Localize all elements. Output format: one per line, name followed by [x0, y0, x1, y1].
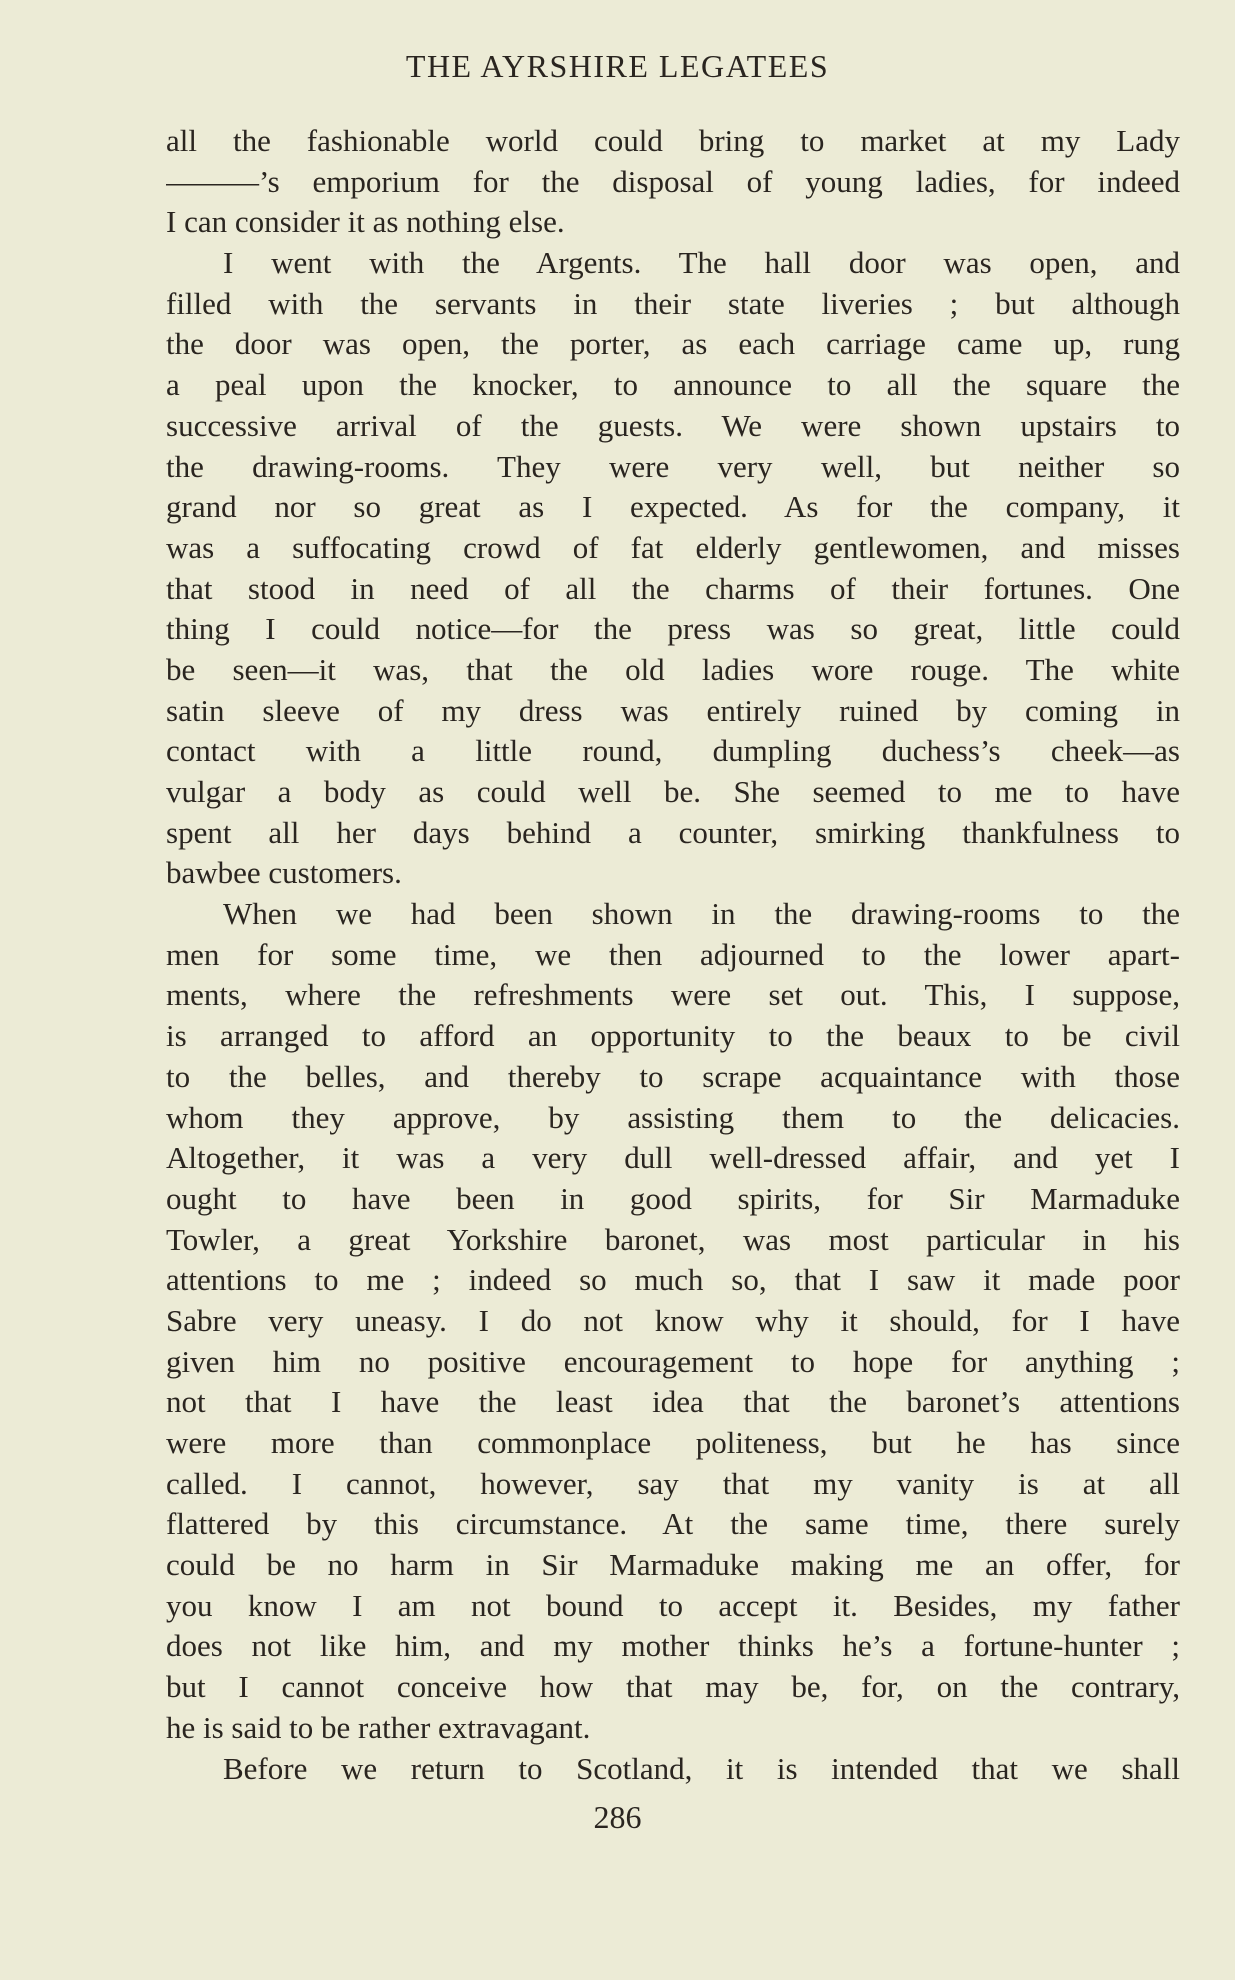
text-line: satin sleeve of my dress was entirely ruined by coming in — [166, 692, 1180, 728]
text-line: I can consider it as nothing else. — [166, 204, 565, 240]
text-line: flattered by this circumstance. At the same time, there surely — [166, 1506, 1180, 1542]
text-line: all the fashionable world could bring to market at my Lady — [166, 123, 1180, 158]
text-line: filled with the servants in their state liveries ; but although — [166, 285, 1180, 321]
text-line: whom they approve, by assisting them to the delicacies. — [166, 1099, 1180, 1135]
text-line: is arranged to afford an opportunity to the beaux to be civil — [166, 1018, 1180, 1054]
text-line: but I cannot conceive how that may be, for, on the contrary, — [166, 1669, 1180, 1705]
text-line: bawbee customers. — [166, 855, 402, 891]
text-line: Sabre very uneasy. I do not know why it should, for I have — [166, 1302, 1180, 1338]
text-line: Before we return to Scotland, it is intended that we shall — [223, 1750, 1180, 1786]
text-line: I went with the Argents. The hall door was open, and — [223, 245, 1180, 281]
text-line: the drawing-rooms. They were very well, but neither so — [166, 448, 1180, 484]
text-line: ought to have been in good spirits, for Sir Marmaduke — [166, 1180, 1180, 1216]
text-line: not that I have the least idea that the baronet’s attentions — [166, 1384, 1180, 1420]
text-line: given him no positive encouragement to hope for anything ; — [166, 1343, 1180, 1379]
text-line: could be no harm in Sir Marmaduke making me an offer, for — [166, 1547, 1180, 1583]
text-line: successive arrival of the guests. We were shown upstairs to — [166, 407, 1180, 443]
text-line: contact with a little round, dumpling duchess’s cheek—as — [166, 733, 1180, 769]
text-line: grand nor so great as I expected. As for the company, it — [166, 489, 1180, 525]
text-line: thing I could notice—for the press was so great, little could — [166, 611, 1180, 647]
text-line: you know I am not bound to accept it. Besides, my father — [166, 1587, 1180, 1623]
text-line: spent all her days behind a counter, smirking thankfulness to — [166, 814, 1180, 850]
text-line: called. I cannot, however, say that my vanity is at all — [166, 1465, 1180, 1501]
text-line: men for some time, we then adjourned to the lower apart- — [166, 936, 1180, 972]
body-text — [166, 121, 1180, 1789]
text-line: Towler, a great Yorkshire baronet, was most particular in his — [166, 1221, 1180, 1257]
text-line: were more than commonplace politeness, but he has since — [166, 1425, 1180, 1460]
text-line: does not like him, and my mother thinks he’s a fortune-hunter ; — [166, 1628, 1180, 1664]
page-number: 286 — [593, 1799, 642, 1835]
text-line: that stood in need of all the charms of their fortunes. One — [166, 570, 1180, 606]
running-head: THE AYRSHIRE LEGATEES — [405, 48, 830, 84]
text-line: When we had been shown in the drawing-rooms to the — [223, 896, 1180, 932]
text-line: to the belles, and thereby to scrape acquaintance with those — [166, 1058, 1180, 1094]
text-line: be seen—it was, that the old ladies wore rouge. The white — [166, 651, 1180, 687]
text-line: was a suffocating crowd of fat elderly gentlewomen, and misses — [166, 529, 1180, 565]
text-line: attentions to me ; indeed so much so, that I saw it made poor — [166, 1262, 1180, 1298]
text-line: Altogether, it was a very dull well-dressed affair, and yet I — [166, 1140, 1180, 1176]
text-line: the door was open, the porter, as each carriage came up, rung — [166, 326, 1180, 362]
text-line: ———’s emporium for the disposal of young ladies, for indeed — [166, 163, 1180, 199]
text-line: ments, where the refreshments were set out. This, I suppose, — [166, 977, 1180, 1013]
text-line: he is said to be rather extravagant. — [166, 1709, 591, 1745]
text-line: a peal upon the knocker, to announce to all the square the — [166, 367, 1180, 403]
text-line: vulgar a body as could well be. She seemed to me to have — [166, 774, 1180, 809]
